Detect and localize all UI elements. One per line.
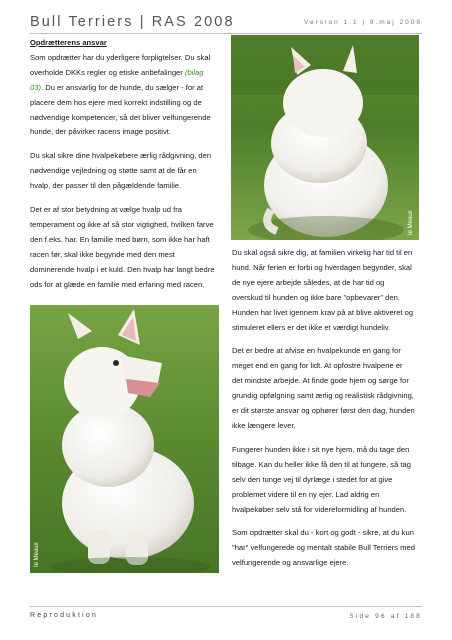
puppy-barking-illustration	[30, 305, 219, 573]
paragraph: Du skal også sikre dig, at familien virkelig har tid til en hund. Når ferien er forbi og hverdagen begynder, skal de nye ejere arbejde således, at de har tid og overskud til hunden og ikke bare "opbevarer" den. Hunden har livet igennem krav på at blive aktiveret og stimuleret ellers er det ikke et værdigt hundeliv.	[232, 248, 414, 332]
page-number: Side 96 af 188	[349, 613, 422, 620]
footer-divider	[30, 606, 422, 607]
paragraph: Det er af stor betydning at vælge hvalp ud fra temperament og ikke af så stor vigtighed, hvilken farve den f.eks. har. En familie med børn, som ikke har haft racen før, skal ikke begynde med den mest dominerende hvalp i et kuld. Den hvalp har langt bedre ods for at glæde en familie med erfaring med racen.	[30, 205, 215, 289]
header-divider	[30, 33, 422, 34]
paragraph-text: . Du er ansvarlig for de hunde, du sælger - for at placere dem hos ejere med korrekt indstilling og de nødvendige kompetencer, så det bliver velfungerende hunde, der påvirker racens image positivt.	[30, 82, 211, 137]
document-title: Bull Terriers | RAS 2008	[30, 14, 235, 30]
photo-credit: Ie Meaux	[34, 542, 40, 567]
right-text-column	[232, 246, 415, 580]
puppy-sitting-illustration	[231, 35, 419, 240]
paragraph-text: Som opdrætter har du yderligere forpligtelser. Du skal overholde DKKs regler og etiske anbefalinger	[30, 52, 211, 77]
page-header	[30, 12, 422, 34]
left-text-column	[30, 36, 217, 302]
puppy-sitting-photo	[231, 35, 419, 240]
paragraph: Som opdrætter skal du - kort og godt - sikre, at du kun "har" velfungerede og mentalt stabile Bull Terriers med velfungerende og ansvarlige ejere.	[232, 528, 415, 568]
document-version: Version 1.1 | 9.maj 2008	[304, 19, 422, 26]
footer-section-name: Reproduktion	[30, 612, 99, 619]
paragraph: Det er bedre at afvise en hvalpekunde en gang for meget end en gang for lidt. At opfostre hvalpene er det mindste arbejde. At finde gode hjem og sørge for grundig opfølgning samt ærlig og realistisk rådgivning, er dit største ansvar og ophører først den dag, hunden ikke længere lever.	[232, 346, 415, 430]
paragraph: Fungerer hunden ikke i sit nye hjem, må du tage den tilbage. Kan du heller ikke få den til at fungere, så tag selv den tunge vej til dyrlæge i stedet for at give problemet videre til en ny ejer. Lad aldrig en hvalpekøber selv stå for videreformidling af hunden.	[232, 444, 411, 514]
photo-credit: Ie Meaux	[408, 210, 414, 235]
paragraph: Du skal sikre dine hvalpekøbere ærlig rådgivning, den nødvendige vejledning og støtte samt at de får en hvalp, der passer til den pågældende familie.	[30, 151, 212, 191]
appendix-reference: (bilag 03)	[30, 67, 204, 92]
section-heading: Opdrætterens ansvar	[30, 38, 107, 47]
puppy-barking-photo	[30, 305, 219, 573]
